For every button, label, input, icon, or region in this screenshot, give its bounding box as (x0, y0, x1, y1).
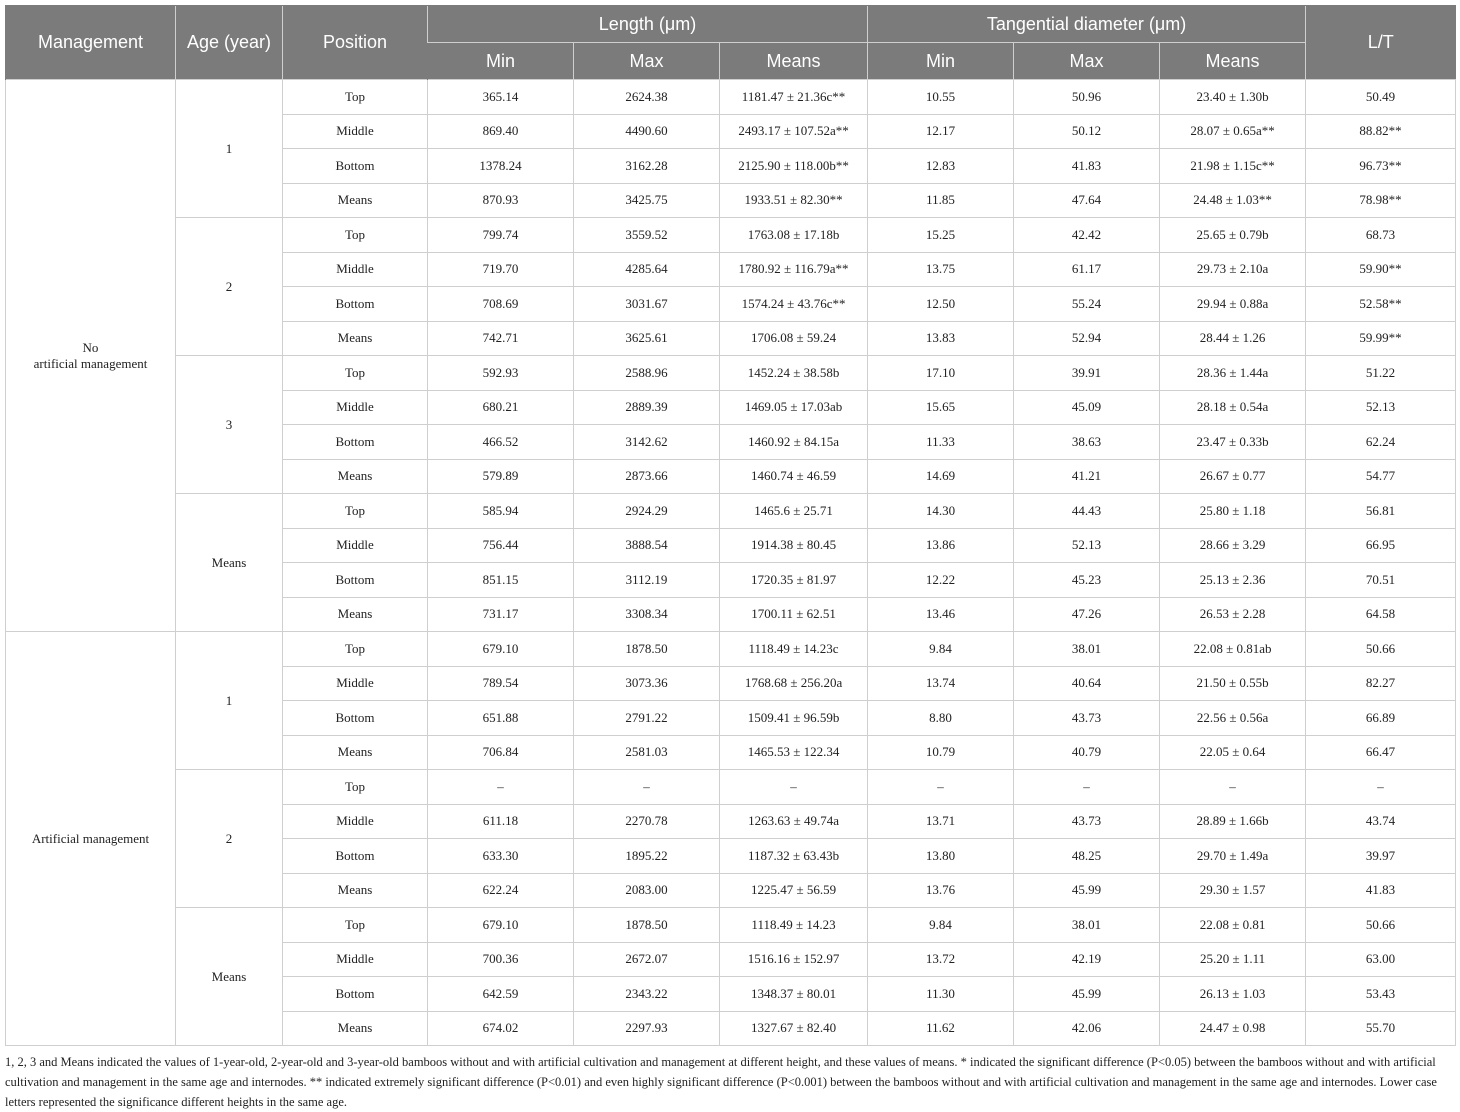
tangential-max-cell: 38.01 (1014, 632, 1160, 667)
lt-ratio-cell: – (1306, 770, 1456, 805)
tangential-max-cell: 43.73 (1014, 804, 1160, 839)
tangential-means-cell: 22.56 ± 0.56a (1160, 701, 1306, 736)
lt-ratio-cell: 41.83 (1306, 873, 1456, 908)
header-tangential-max: Max (1014, 43, 1160, 80)
tangential-max-cell: 38.63 (1014, 425, 1160, 460)
header-lt-ratio: L/T (1306, 6, 1456, 80)
header-tangential-diameter: Tangential diameter (μm) (868, 6, 1306, 43)
length-means-cell: 2125.90 ± 118.00b** (720, 149, 868, 184)
tangential-means-cell: 23.40 ± 1.30b (1160, 80, 1306, 115)
position-cell: Top (283, 494, 428, 529)
length-max-cell: 4490.60 (574, 114, 720, 149)
tangential-means-cell: 22.08 ± 0.81 (1160, 908, 1306, 943)
position-cell: Means (283, 1011, 428, 1046)
tangential-max-cell: 45.99 (1014, 873, 1160, 908)
tangential-means-cell: 29.94 ± 0.88a (1160, 287, 1306, 322)
tangential-max-cell: 43.73 (1014, 701, 1160, 736)
position-cell: Top (283, 632, 428, 667)
header-length: Length (μm) (428, 6, 868, 43)
length-max-cell: 2672.07 (574, 942, 720, 977)
lt-ratio-cell: 96.73** (1306, 149, 1456, 184)
tangential-means-cell: 21.50 ± 0.55b (1160, 666, 1306, 701)
length-means-cell: 1118.49 ± 14.23c (720, 632, 868, 667)
length-min-cell: 756.44 (428, 528, 574, 563)
lt-ratio-cell: 68.73 (1306, 218, 1456, 253)
tangential-min-cell: 11.30 (868, 977, 1014, 1012)
tangential-min-cell: 15.65 (868, 390, 1014, 425)
lt-ratio-cell: 50.49 (1306, 80, 1456, 115)
length-max-cell: 2297.93 (574, 1011, 720, 1046)
tangential-min-cell: 15.25 (868, 218, 1014, 253)
length-min-cell: 700.36 (428, 942, 574, 977)
length-max-cell: 3142.62 (574, 425, 720, 460)
tangential-means-cell: 26.13 ± 1.03 (1160, 977, 1306, 1012)
tangential-means-cell: 28.89 ± 1.66b (1160, 804, 1306, 839)
tangential-max-cell: 45.99 (1014, 977, 1160, 1012)
tangential-means-cell: 25.20 ± 1.11 (1160, 942, 1306, 977)
header-length-max: Max (574, 43, 720, 80)
lt-ratio-cell: 70.51 (1306, 563, 1456, 598)
length-max-cell: 1878.50 (574, 908, 720, 943)
tangential-means-cell: 28.07 ± 0.65a** (1160, 114, 1306, 149)
tangential-max-cell: 41.83 (1014, 149, 1160, 184)
length-means-cell: 1465.53 ± 122.34 (720, 735, 868, 770)
tangential-min-cell: 13.80 (868, 839, 1014, 874)
header-length-means: Means (720, 43, 868, 80)
tangential-means-cell: 25.80 ± 1.18 (1160, 494, 1306, 529)
length-means-cell: 1460.92 ± 84.15a (720, 425, 868, 460)
length-means-cell: 1574.24 ± 43.76c** (720, 287, 868, 322)
position-cell: Middle (283, 804, 428, 839)
tangential-means-cell: 24.48 ± 1.03** (1160, 183, 1306, 218)
tangential-max-cell: 45.23 (1014, 563, 1160, 598)
lt-ratio-cell: 50.66 (1306, 632, 1456, 667)
tangential-max-cell: 47.26 (1014, 597, 1160, 632)
tangential-max-cell: 61.17 (1014, 252, 1160, 287)
tangential-min-cell: 12.22 (868, 563, 1014, 598)
length-max-cell: 2588.96 (574, 356, 720, 391)
position-cell: Top (283, 356, 428, 391)
length-min-cell: 851.15 (428, 563, 574, 598)
lt-ratio-cell: 64.58 (1306, 597, 1456, 632)
length-max-cell: 3162.28 (574, 149, 720, 184)
lt-ratio-cell: 82.27 (1306, 666, 1456, 701)
tangential-max-cell: 40.64 (1014, 666, 1160, 701)
length-max-cell: 2924.29 (574, 494, 720, 529)
tangential-max-cell: 50.96 (1014, 80, 1160, 115)
age-cell: Means (176, 494, 283, 632)
tangential-min-cell: 13.72 (868, 942, 1014, 977)
length-max-cell: 1895.22 (574, 839, 720, 874)
lt-ratio-cell: 59.90** (1306, 252, 1456, 287)
length-means-cell: 1700.11 ± 62.51 (720, 597, 868, 632)
position-cell: Middle (283, 666, 428, 701)
length-min-cell: 708.69 (428, 287, 574, 322)
length-min-cell: 579.89 (428, 459, 574, 494)
tangential-means-cell: 26.53 ± 2.28 (1160, 597, 1306, 632)
table-footnote: 1, 2, 3 and Means indicated the values of 1-year-old, 2-year-old and 3-year-old bamboos without and with artificial cultivation and management at different height, and these values of means. * indicated the significant difference (P<0.05) between the bamboos without and with artificial cultivation and management in the same age and internodes. ** indicated extremely significant difference (P<0.01) and even highly significant difference (P<0.001) between the bamboos without and with artificial cultivation and management in the same age and internodes. Lower case letters represented the significance different heights in the same age. (5, 1055, 1437, 1109)
tangential-min-cell: 13.76 (868, 873, 1014, 908)
length-min-cell: 706.84 (428, 735, 574, 770)
tangential-means-cell: 28.18 ± 0.54a (1160, 390, 1306, 425)
tangential-min-cell: 17.10 (868, 356, 1014, 391)
tangential-means-cell: – (1160, 770, 1306, 805)
length-means-cell: 1763.08 ± 17.18b (720, 218, 868, 253)
tangential-max-cell: – (1014, 770, 1160, 805)
length-min-cell: 642.59 (428, 977, 574, 1012)
length-means-cell: 2493.17 ± 107.52a** (720, 114, 868, 149)
length-min-cell: 680.21 (428, 390, 574, 425)
position-cell: Bottom (283, 977, 428, 1012)
length-min-cell: 869.40 (428, 114, 574, 149)
lt-ratio-cell: 51.22 (1306, 356, 1456, 391)
length-min-cell: 365.14 (428, 80, 574, 115)
header-tangential-min: Min (868, 43, 1014, 80)
length-max-cell: 2791.22 (574, 701, 720, 736)
length-means-cell: 1706.08 ± 59.24 (720, 321, 868, 356)
tangential-max-cell: 55.24 (1014, 287, 1160, 322)
lt-ratio-cell: 62.24 (1306, 425, 1456, 460)
position-cell: Middle (283, 528, 428, 563)
table-row (6, 494, 1456, 529)
length-means-cell: 1914.38 ± 80.45 (720, 528, 868, 563)
length-max-cell: 2624.38 (574, 80, 720, 115)
length-max-cell: 2343.22 (574, 977, 720, 1012)
tangential-min-cell: 13.74 (868, 666, 1014, 701)
length-min-cell: 633.30 (428, 839, 574, 874)
length-min-cell: 1378.24 (428, 149, 574, 184)
tangential-min-cell: 10.79 (868, 735, 1014, 770)
length-min-cell: 674.02 (428, 1011, 574, 1046)
lt-ratio-cell: 43.74 (1306, 804, 1456, 839)
age-cell: 2 (176, 218, 283, 356)
length-min-cell: 742.71 (428, 321, 574, 356)
tangential-min-cell: 13.83 (868, 321, 1014, 356)
length-min-cell: 585.94 (428, 494, 574, 529)
table-row (6, 632, 1456, 667)
age-cell: 3 (176, 356, 283, 494)
position-cell: Means (283, 459, 428, 494)
length-min-cell: 611.18 (428, 804, 574, 839)
table-row (6, 218, 1456, 253)
tangential-min-cell: 13.75 (868, 252, 1014, 287)
management-cell: No artificial management (6, 80, 176, 632)
position-cell: Means (283, 321, 428, 356)
tangential-max-cell: 41.21 (1014, 459, 1160, 494)
table-row (6, 908, 1456, 943)
header-position: Position (283, 6, 428, 80)
length-means-cell: 1348.37 ± 80.01 (720, 977, 868, 1012)
position-cell: Means (283, 183, 428, 218)
lt-ratio-cell: 88.82** (1306, 114, 1456, 149)
length-means-cell: 1225.47 ± 56.59 (720, 873, 868, 908)
length-min-cell: 789.54 (428, 666, 574, 701)
lt-ratio-cell: 59.99** (1306, 321, 1456, 356)
length-min-cell: 651.88 (428, 701, 574, 736)
age-cell: 1 (176, 80, 283, 218)
tangential-means-cell: 23.47 ± 0.33b (1160, 425, 1306, 460)
length-min-cell: 719.70 (428, 252, 574, 287)
position-cell: Bottom (283, 149, 428, 184)
header-management: Management (6, 6, 176, 80)
tangential-min-cell: 13.86 (868, 528, 1014, 563)
length-max-cell: 3559.52 (574, 218, 720, 253)
position-cell: Means (283, 873, 428, 908)
lt-ratio-cell: 52.13 (1306, 390, 1456, 425)
length-max-cell: 2581.03 (574, 735, 720, 770)
length-means-cell: 1452.24 ± 38.58b (720, 356, 868, 391)
position-cell: Bottom (283, 425, 428, 460)
length-means-cell: 1516.16 ± 152.97 (720, 942, 868, 977)
position-cell: Middle (283, 942, 428, 977)
header-length-min: Min (428, 43, 574, 80)
lt-ratio-cell: 39.97 (1306, 839, 1456, 874)
position-cell: Top (283, 80, 428, 115)
tangential-min-cell: 11.62 (868, 1011, 1014, 1046)
tangential-means-cell: 25.13 ± 2.36 (1160, 563, 1306, 598)
lt-ratio-cell: 63.00 (1306, 942, 1456, 977)
tangential-means-cell: 24.47 ± 0.98 (1160, 1011, 1306, 1046)
position-cell: Bottom (283, 287, 428, 322)
tangential-max-cell: 42.06 (1014, 1011, 1160, 1046)
position-cell: Middle (283, 390, 428, 425)
age-cell: Means (176, 908, 283, 1046)
lt-ratio-cell: 78.98** (1306, 183, 1456, 218)
table-row (6, 80, 1456, 115)
tangential-min-cell: – (868, 770, 1014, 805)
length-min-cell: 731.17 (428, 597, 574, 632)
position-cell: Bottom (283, 839, 428, 874)
tangential-means-cell: 22.08 ± 0.81ab (1160, 632, 1306, 667)
tangential-means-cell: 21.98 ± 1.15c** (1160, 149, 1306, 184)
length-max-cell: 2083.00 (574, 873, 720, 908)
length-means-cell: 1460.74 ± 46.59 (720, 459, 868, 494)
fiber-morphology-table (5, 5, 1456, 1046)
age-cell: 2 (176, 770, 283, 908)
length-min-cell: 679.10 (428, 632, 574, 667)
length-max-cell: 2889.39 (574, 390, 720, 425)
tangential-min-cell: 10.55 (868, 80, 1014, 115)
position-cell: Top (283, 770, 428, 805)
length-means-cell: 1780.92 ± 116.79a** (720, 252, 868, 287)
length-max-cell: 4285.64 (574, 252, 720, 287)
length-means-cell: 1181.47 ± 21.36c** (720, 80, 868, 115)
length-means-cell: 1465.6 ± 25.71 (720, 494, 868, 529)
tangential-min-cell: 11.33 (868, 425, 1014, 460)
data-table-container (5, 5, 1455, 1046)
table-row (6, 770, 1456, 805)
length-min-cell: 622.24 (428, 873, 574, 908)
tangential-min-cell: 12.83 (868, 149, 1014, 184)
tangential-means-cell: 28.36 ± 1.44a (1160, 356, 1306, 391)
length-means-cell: 1263.63 ± 49.74a (720, 804, 868, 839)
position-cell: Bottom (283, 701, 428, 736)
position-cell: Bottom (283, 563, 428, 598)
length-min-cell: 799.74 (428, 218, 574, 253)
length-max-cell: – (574, 770, 720, 805)
tangential-min-cell: 12.50 (868, 287, 1014, 322)
position-cell: Top (283, 218, 428, 253)
length-max-cell: 2873.66 (574, 459, 720, 494)
lt-ratio-cell: 66.47 (1306, 735, 1456, 770)
tangential-max-cell: 39.91 (1014, 356, 1160, 391)
tangential-max-cell: 38.01 (1014, 908, 1160, 943)
tangential-means-cell: 28.66 ± 3.29 (1160, 528, 1306, 563)
position-cell: Top (283, 908, 428, 943)
length-max-cell: 3031.67 (574, 287, 720, 322)
length-max-cell: 3625.61 (574, 321, 720, 356)
length-max-cell: 2270.78 (574, 804, 720, 839)
tangential-max-cell: 47.64 (1014, 183, 1160, 218)
length-means-cell: – (720, 770, 868, 805)
tangential-min-cell: 9.84 (868, 908, 1014, 943)
tangential-means-cell: 25.65 ± 0.79b (1160, 218, 1306, 253)
length-max-cell: 3308.34 (574, 597, 720, 632)
length-max-cell: 1878.50 (574, 632, 720, 667)
length-max-cell: 3888.54 (574, 528, 720, 563)
management-cell: Artificial management (6, 632, 176, 1046)
tangential-max-cell: 50.12 (1014, 114, 1160, 149)
length-max-cell: 3112.19 (574, 563, 720, 598)
tangential-min-cell: 12.17 (868, 114, 1014, 149)
length-means-cell: 1469.05 ± 17.03ab (720, 390, 868, 425)
tangential-min-cell: 14.69 (868, 459, 1014, 494)
tangential-max-cell: 52.94 (1014, 321, 1160, 356)
length-min-cell: 679.10 (428, 908, 574, 943)
length-means-cell: 1720.35 ± 81.97 (720, 563, 868, 598)
length-min-cell: 592.93 (428, 356, 574, 391)
tangential-min-cell: 11.85 (868, 183, 1014, 218)
tangential-means-cell: 29.73 ± 2.10a (1160, 252, 1306, 287)
header-age: Age (year) (176, 6, 283, 80)
tangential-min-cell: 14.30 (868, 494, 1014, 529)
tangential-max-cell: 45.09 (1014, 390, 1160, 425)
position-cell: Means (283, 735, 428, 770)
tangential-min-cell: 9.84 (868, 632, 1014, 667)
tangential-max-cell: 42.42 (1014, 218, 1160, 253)
table-row (6, 356, 1456, 391)
tangential-means-cell: 29.30 ± 1.57 (1160, 873, 1306, 908)
lt-ratio-cell: 66.89 (1306, 701, 1456, 736)
position-cell: Means (283, 597, 428, 632)
tangential-min-cell: 8.80 (868, 701, 1014, 736)
tangential-max-cell: 48.25 (1014, 839, 1160, 874)
lt-ratio-cell: 66.95 (1306, 528, 1456, 563)
lt-ratio-cell: 52.58** (1306, 287, 1456, 322)
tangential-means-cell: 22.05 ± 0.64 (1160, 735, 1306, 770)
tangential-means-cell: 28.44 ± 1.26 (1160, 321, 1306, 356)
lt-ratio-cell: 54.77 (1306, 459, 1456, 494)
length-min-cell: – (428, 770, 574, 805)
tangential-max-cell: 52.13 (1014, 528, 1160, 563)
position-cell: Middle (283, 114, 428, 149)
length-means-cell: 1933.51 ± 82.30** (720, 183, 868, 218)
tangential-means-cell: 29.70 ± 1.49a (1160, 839, 1306, 874)
length-min-cell: 466.52 (428, 425, 574, 460)
tangential-min-cell: 13.46 (868, 597, 1014, 632)
header-tangential-means: Means (1160, 43, 1306, 80)
length-means-cell: 1768.68 ± 256.20a (720, 666, 868, 701)
length-max-cell: 3425.75 (574, 183, 720, 218)
position-cell: Middle (283, 252, 428, 287)
length-means-cell: 1327.67 ± 82.40 (720, 1011, 868, 1046)
tangential-means-cell: 26.67 ± 0.77 (1160, 459, 1306, 494)
lt-ratio-cell: 53.43 (1306, 977, 1456, 1012)
length-means-cell: 1118.49 ± 14.23 (720, 908, 868, 943)
tangential-max-cell: 40.79 (1014, 735, 1160, 770)
length-means-cell: 1509.41 ± 96.59b (720, 701, 868, 736)
lt-ratio-cell: 56.81 (1306, 494, 1456, 529)
tangential-max-cell: 44.43 (1014, 494, 1160, 529)
lt-ratio-cell: 50.66 (1306, 908, 1456, 943)
age-cell: 1 (176, 632, 283, 770)
tangential-max-cell: 42.19 (1014, 942, 1160, 977)
tangential-min-cell: 13.71 (868, 804, 1014, 839)
length-max-cell: 3073.36 (574, 666, 720, 701)
table-body (6, 80, 1456, 1046)
length-min-cell: 870.93 (428, 183, 574, 218)
lt-ratio-cell: 55.70 (1306, 1011, 1456, 1046)
length-means-cell: 1187.32 ± 63.43b (720, 839, 868, 874)
